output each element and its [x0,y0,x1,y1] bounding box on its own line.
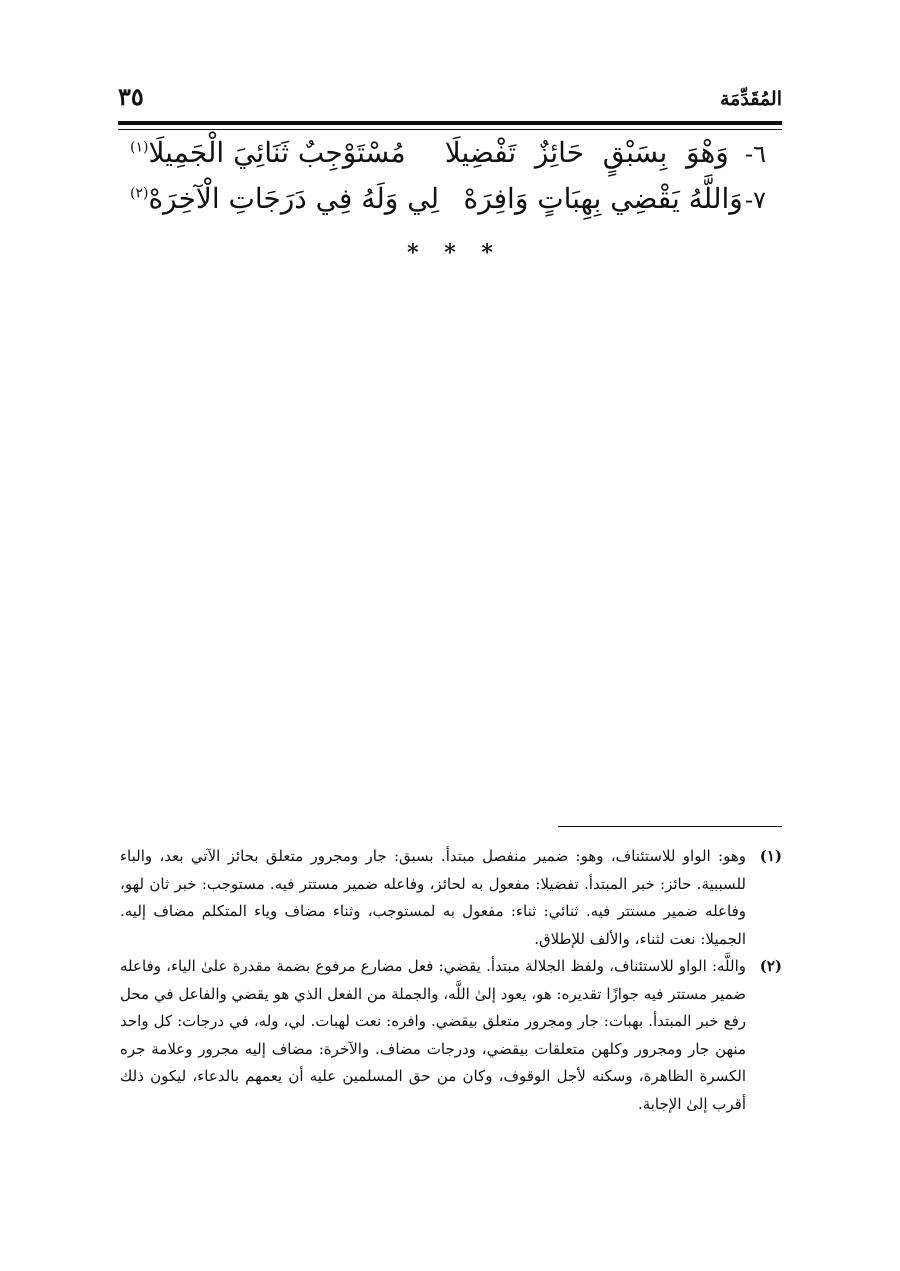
verse-7 [130,182,766,228]
footnote-rule [558,826,782,827]
page-header [118,82,782,116]
verse-6 [130,136,766,182]
verse-number: ٦- [745,140,766,168]
footnote-text: وهو: الواو للاستئناف، وهو: ضمير منفصل مبتدأ. بسبق: جار ومجرور متعلق بحائز الآتي بعد، والباء للسببية. حائز: خبر المبتدأ. تفضيلا: مفعول به لحائز، وفاعله ضمير مستتر فيه. مستوجب: خبر ثان لهو، وفاعله ضمير مستتر فيه. ثنائي: ثناء: مفعول به لمستوجب، وثناء مضاف وياء المتكلم مضاف إليه. الجميلا: نعت لثناء، والألف للإطلاق. [120,847,746,948]
second-hemistich-text: لِي وَلَهُ فِي دَرَجَاتِ الْآخِرَهْ [148,182,440,215]
second-hemistich-text: مُسْتَوْجِبٌ ثَنَائِيَ الْجَمِيلَا [148,136,406,169]
footnote-ref-2[interactable]: (٢) [130,185,149,202]
first-hemistich: وَهْوَ بِسَبْقٍ حَائِزٌ تَفْضِيلَا [444,136,729,169]
footnote-number: (٢) [759,957,782,975]
footnotes [120,843,782,1118]
section-separator: * * * [407,240,493,266]
first-hemistich: وَاللَّهُ يَقْضِي بِهِبَاتٍ وَافِرَهْ [463,182,743,215]
footnote-text: واللَّه: الواو للاستئناف، ولفظ الجلالة مبتدأ. يقضي: فعل مضارع مرفوع بضمة مقدرة علىٰ الياء، وفاعله ضمير مستتر فيه جوازًا تقديره: هو، يعود إلىٰ اللَّه، والجملة من الفعل الذي هو يقضي والفاعل في محل رفع خبر المبتدأ. بهبات: جار ومجرور متعلق بيقضي. وافره: نعت لهبات. لي، وله، في درجات: كل واحد منهن جار ومجرور وكلهن متعلقات بيقضي، ودرجات مضاف. والآخرة: مضاف إليه مجرور وعلامة جره الكسرة الظاهرة، وسكنه لأجل الوقوف، وكان من حق المسلمين عليه أن يعمهم بالدعاء، ليكون ذلك أقرب إلىٰ الإجابة. [120,957,746,1113]
header-rule-thin [118,129,782,130]
footnote-ref-1[interactable]: (١) [130,139,149,156]
verse-number: ٧- [745,186,766,214]
second-hemistich [130,182,439,215]
poem-verses [130,136,766,228]
page-number: ٣٥ [118,82,144,111]
second-hemistich [130,136,406,169]
footnote-2 [120,953,782,1118]
footnote-number: (١) [759,847,782,865]
footnote-1 [120,843,782,953]
header-rule-thick [118,121,782,125]
chapter-title: المُقَدِّمَة [719,88,782,110]
